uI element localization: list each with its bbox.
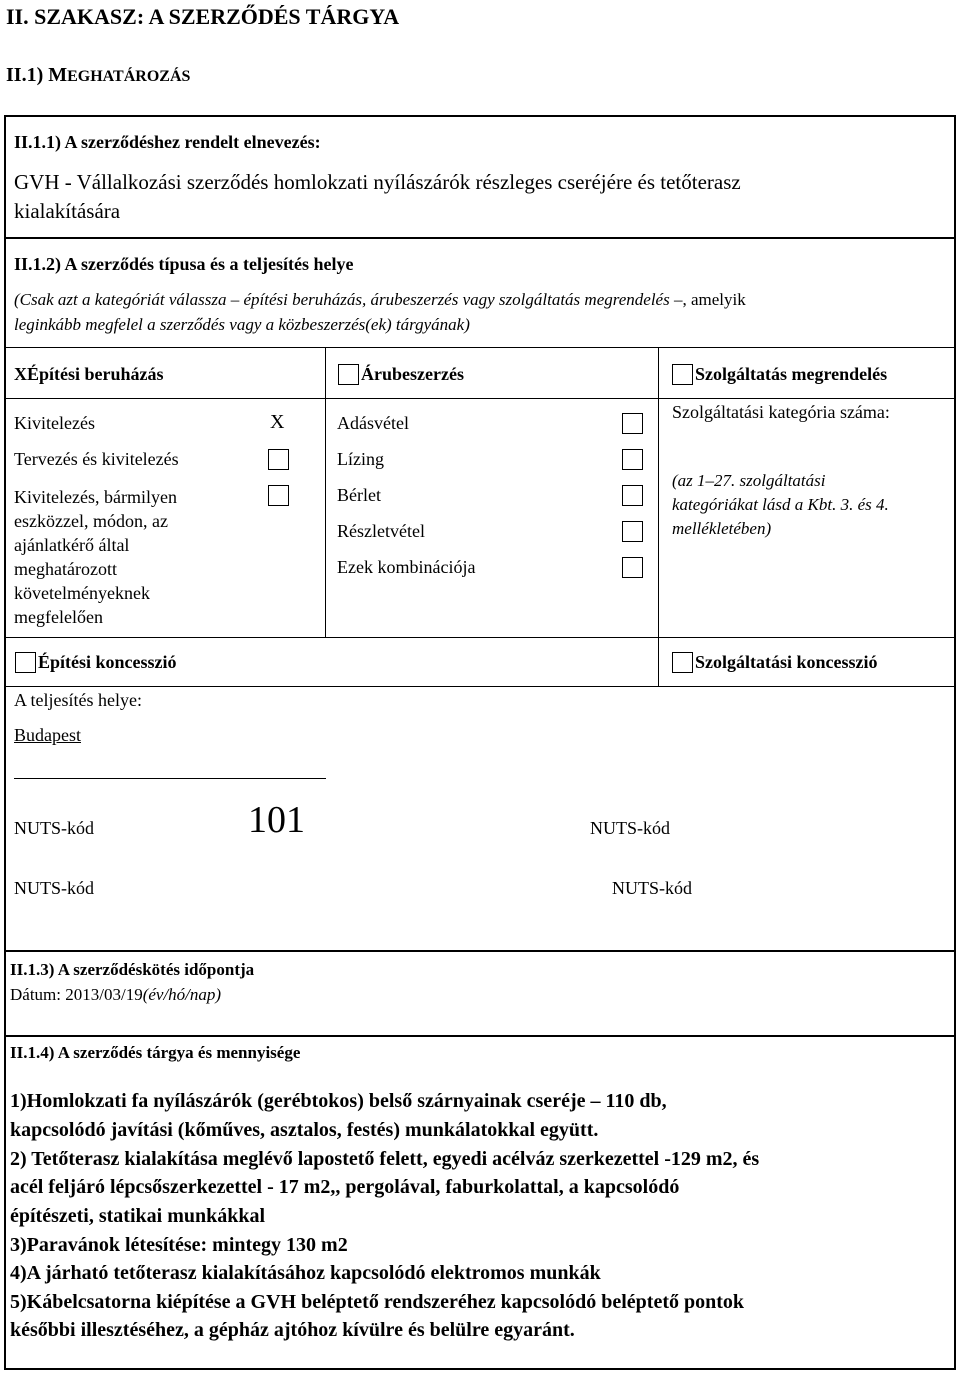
concession-service-label: Szolgáltatási koncesszió <box>695 652 878 672</box>
col1-item-barmilyen-line: Kivitelezés, bármilyen <box>14 487 177 507</box>
subsection-rest: EGHATÁROZÁS <box>67 68 191 85</box>
col1-item-tervezes-checkbox[interactable] <box>268 449 289 470</box>
nuts-label-1: NUTS-kód <box>14 818 94 838</box>
col1-item-barmilyen-checkbox[interactable] <box>268 485 289 506</box>
divider-2 <box>4 950 956 952</box>
nuts-label-2: NUTS-kód <box>590 818 670 838</box>
concession-build-label: Építési koncesszió <box>38 652 177 672</box>
s112-heading: II.1.2) A szerződés típusa és a teljesítés helye <box>14 254 354 274</box>
grid-h-4 <box>4 686 956 687</box>
col2-item-kombinacio-checkbox[interactable] <box>622 557 643 578</box>
col2-item-lizing-checkbox[interactable] <box>622 449 643 470</box>
col1-item-barmilyen-line: megfelelően <box>14 607 103 627</box>
s111-heading: II.1.1) A szerződéshez rendelt elnevezés: <box>14 132 321 152</box>
section-title: II. SZAKASZ: A SZERZŐDÉS TÁRGYA <box>6 4 400 29</box>
col1-item-barmilyen-line: ajánlatkérő által <box>14 535 130 555</box>
s111-value-line2: kialakítására <box>14 199 121 223</box>
col1-item-barmilyen-line: meghatározott <box>14 559 117 579</box>
col3-checkbox[interactable] <box>672 364 693 385</box>
col2-item-reszletvetel-checkbox[interactable] <box>622 521 643 542</box>
col2-item-adasvetel-checkbox[interactable] <box>622 413 643 434</box>
s113-date-label: Dátum: 2013/03/19 <box>10 985 143 1004</box>
col1-item-barmilyen-line: követelményeknek <box>14 583 150 603</box>
col3-note-line2: kategóriákat lásd a Kbt. 3. és 4. <box>672 495 889 514</box>
s114-line: 1)Homlokzati fa nyílászárók (gerébtokos) belső szárnyainak cseréje – 110 db, <box>10 1090 667 1112</box>
s114-line: 3)Paravánok létesítése: mintegy 130 m2 <box>10 1234 348 1256</box>
s113-date-format: (év/hó/nap) <box>142 985 222 1004</box>
place-underline <box>14 778 326 779</box>
s111-value-line1: GVH - Vállalkozási szerződés homlokzati nyílászárók részleges cseréjére és tetőterasz <box>14 170 741 194</box>
s113-heading: II.1.3) A szerződéskötés időpontja <box>10 960 255 979</box>
place-label: A teljesítés helye: <box>14 690 142 710</box>
s113-date <box>10 985 221 1005</box>
col1-item-tervezes: Tervezés és kivitelezés <box>14 449 179 469</box>
col1-title: XÉpítési beruházás <box>14 364 164 384</box>
grid-h-1 <box>4 347 956 348</box>
s114-line: acél feljáró lépcsőszerkezettel - 17 m2,, pergolával, faburkolattal, a kapcsolódó <box>10 1176 680 1198</box>
s114-line: kapcsolódó javítási (kőműves, asztalos, festés) munkálatokkal együtt. <box>10 1119 599 1141</box>
col2-item-kombinacio: Ezek kombinációja <box>337 557 476 577</box>
col1-item-kivitelezes-mark: X <box>270 411 285 433</box>
s114-line: 2) Tetőterasz kialakítása meglévő lapostető felett, egyedi acélváz szerkezettel -129 m2, és <box>10 1148 760 1170</box>
s114-line: 4)A járható tetőterasz kialakításához kapcsolódó elektromos munkák <box>10 1262 601 1284</box>
grid-v-1 <box>325 347 326 638</box>
col2-title: Árubeszerzés <box>361 364 464 384</box>
concession-service-checkbox[interactable] <box>672 652 693 673</box>
col1-item-kivitelezes: Kivitelezés <box>14 413 95 433</box>
s114-line: későbbi illesztéséhez, a gépház ajtóhoz kívülre és belülre egyaránt. <box>10 1319 575 1341</box>
box-right-border <box>954 115 956 1370</box>
col3-title: Szolgáltatás megrendelés <box>695 364 888 384</box>
s114-line: építészeti, statikai munkákkal <box>10 1205 266 1227</box>
grid-h-3 <box>4 637 956 638</box>
subsection-title <box>6 64 190 87</box>
col3-note-line3: mellékletében) <box>672 519 772 538</box>
col3-category-label: Szolgáltatási kategória száma: <box>672 402 890 422</box>
box-bottom-border <box>4 1368 956 1370</box>
s112-note-line2: leginkább megfelel a szerződés vagy a közbeszerzés(ek) tárgyának) <box>14 315 470 334</box>
col2-checkbox[interactable] <box>338 364 359 385</box>
col1-item-barmilyen-line: eszközzel, módon, az <box>14 511 168 531</box>
col2-item-reszletvetel: Részletvétel <box>337 521 425 541</box>
subsection-prefix: II.1) M <box>6 64 68 86</box>
nuts-label-3: NUTS-kód <box>14 878 94 898</box>
divider-3 <box>4 1035 956 1037</box>
grid-h-2 <box>4 398 956 399</box>
col2-item-adasvetel: Adásvétel <box>337 413 409 433</box>
s112-note-italic: (Csak azt a kategóriát válassza – építési beruházás, árubeszerzés vagy szolgáltatás megrendelés – <box>14 290 683 309</box>
grid-v-2 <box>658 347 659 687</box>
col3-note-line1: (az 1–27. szolgáltatási <box>672 471 826 490</box>
col2-item-berlet-checkbox[interactable] <box>622 485 643 506</box>
col1-item-barmilyen <box>14 485 177 629</box>
concession-build-checkbox[interactable] <box>15 652 36 673</box>
col2-item-lizing: Lízing <box>337 449 384 469</box>
box-left-border <box>4 115 6 1370</box>
col2-item-berlet: Bérlet <box>337 485 381 505</box>
nuts-value-1: 101 <box>248 799 305 841</box>
nuts-label-4: NUTS-kód <box>612 878 692 898</box>
divider-1 <box>4 237 956 239</box>
place-value: Budapest <box>14 725 81 745</box>
s114-heading: II.1.4) A szerződés tárgya és mennyisége <box>10 1043 301 1062</box>
box-top-border <box>4 115 956 117</box>
s112-note-rest: , amelyik <box>682 290 746 309</box>
s114-line: 5)Kábelcsatorna kiépítése a GVH beléptető rendszeréhez kapcsolódó beléptető pontok <box>10 1291 745 1313</box>
s112-note-line1 <box>14 290 746 310</box>
